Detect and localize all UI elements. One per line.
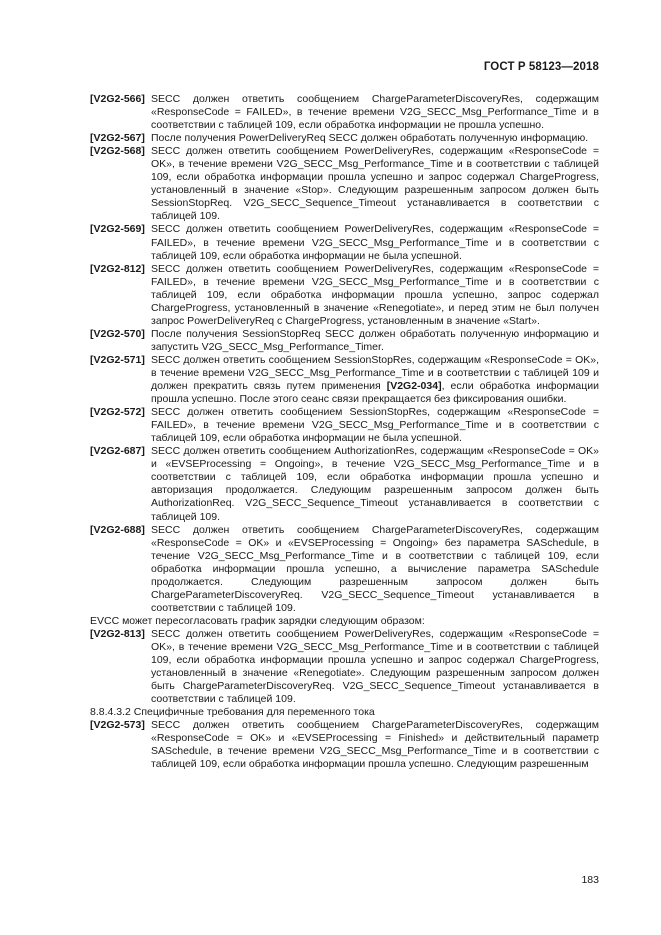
requirement-item: [90, 445, 599, 523]
requirement-text: После получения PowerDeliveryReq SECC должен обработать полученную информацию.: [151, 132, 589, 145]
requirement-text: SECC должен ответить сообщением ChargeParameterDiscoveryRes, содержащим «ResponseCode = OK» и «EVSEProcessing = Ongoing» без параметра SASchedule, в течение V2G_SECC_Msg_Performance_Time и в соответствии с таблицей 109, если обработка информации прошла успешно, а вычисление параметра SASchedule продолжается. Следующим разрешенным запросом должен быть ChargeParameterDiscoveryReq. V2G_SECC_Sequence_Timeout устанавливается в соответствии с таблицей 109.: [151, 523, 599, 614]
requirement-item: [90, 719, 599, 771]
requirement-text: SECC должен ответить сообщением PowerDeliveryRes, содержащим «ResponseCode = OK», в течение времени V2G_SECC_Msg_Performance_Time и в соответствии с таблицей 109, если обработка информации прошла успешно и запрос содержал ChargeProgress, установленный в значение «Renegotiate». Следующим разрешенным запросом должен быть ChargeParameterDiscoveryReq. V2G_SECC_Sequence_Timeout устанавливается в соответствии с таблицей 109.: [151, 627, 599, 706]
paragraph-text: EVCC может пересогласовать график зарядки следующим образом:: [90, 614, 425, 627]
requirement-text: После получения SessionStopReq SECC должен обработать полученную информацию и запустить V2G_SECC_Msg_Performance_Timer.: [151, 327, 599, 353]
requirement-id: [V2G2-688]: [90, 523, 145, 536]
requirement-item: [90, 628, 599, 706]
requirement-id: [V2G2-573]: [90, 719, 145, 732]
requirement-id: [V2G2-572]: [90, 406, 145, 419]
requirement-id: [V2G2-571]: [90, 353, 145, 366]
requirement-item: [90, 93, 599, 132]
requirement-text: SECC должен ответить сообщением SessionStopRes, содержащим «ResponseCode = FAILED», в течение времени V2G_SECC_Msg_Performance_Time и в соответствии с таблицей 109, если обработка информации не была успешной.: [151, 406, 599, 445]
requirement-text: SECC должен ответить сообщением PowerDeliveryRes, содержащим «ResponseCode = OK», в течение времени V2G_SECC_Msg_Performance_Time и в соответствии с таблицей 109, если обработка информации прошла успешно и запрос содержал ChargeProgress, установленный в значение «Stop». Следующим разрешенным запросом должен быть SessionStopReq. V2G_SECC_Sequence_Timeout устанавливается в соответствии с таблицей 109.: [151, 145, 599, 223]
requirement-id: [V2G2-566]: [90, 93, 145, 105]
requirement-item: [90, 354, 599, 406]
section-heading: 8.8.4.3.2 Специфичные требования для переменного тока: [90, 706, 375, 719]
requirement-item: [90, 132, 599, 145]
requirement-item: [90, 406, 599, 445]
requirement-text: SECC должен ответить сообщением ChargeParameterDiscoveryRes, содержащим «ResponseCode = OK» и «EVSEProcessing = Finished» и действительный параметр SASchedule, в течение времени V2G_SECC_Msg_Performance_Time и в соответствии с таблицей 109, если обработка информации прошла успешно. Следующим разрешенным: [151, 719, 599, 771]
requirement-text: SECC должен ответить сообщением AuthorizationRes, содержащим «ResponseCode = OK» и «EVSEProcessing = Ongoing», в течение V2G_SECC_Msg_Performance_Time и в соответствии с таблицей 109, если обработка информации прошла успешно и авторизация продолжается. Следующим разрешенным запросом должен быть AuthorizationReq. V2G_SECC_Sequence_Timeout устанавливается в соответствии с таблицей 109.: [151, 445, 599, 523]
requirement-text-part: SECC должен ответить сообщением SessionStopRes, содержащим «ResponseCode = OK», в течение времени V2G_SECC_Msg_Performance_Time и в соответствии с таблицей 109 и должен прекратить связь путем применения: [151, 353, 599, 393]
requirement-text: SECC должен ответить сообщением PowerDeliveryRes, содержащим «ResponseCode = FAILED», в течение времени V2G_SECC_Msg_Performance_Time и в соответствии с таблицей 109, если обработка информации прошла успешно, запрос содержал ChargeProgress, установленный в значение «Renegotiate», и перед этим не был получен запрос PowerDeliveryReq с ChargeProgress, установленным в значение «Start».: [151, 262, 599, 327]
requirement-id: [V2G2-570]: [90, 327, 145, 340]
requirement-item: [90, 524, 599, 615]
requirement-id: [V2G2-812]: [90, 262, 145, 275]
requirement-id: [V2G2-569]: [90, 223, 145, 236]
requirements-group-d: [90, 719, 599, 771]
requirement-id: [V2G2-568]: [90, 145, 145, 158]
requirement-item: [90, 328, 599, 354]
page-number: 183: [581, 874, 599, 886]
document-header: ГОСТ Р 58123—2018: [483, 61, 599, 73]
document-body: [90, 93, 599, 771]
requirements-group-b: [90, 406, 599, 615]
requirement-text: SECC должен ответить сообщением ChargeParameterDiscoveryRes, содержащим «ResponseCode = FAILED», в течение времени V2G_SECC_Msg_Performance_Time и в соответствии с таблицей 109, если обработка информации не прошла успешно.: [151, 93, 599, 132]
requirements-group-a: [90, 93, 599, 354]
requirement-text: SECC должен ответить сообщением PowerDeliveryRes, содержащим «ResponseCode = FAILED», в течение времени V2G_SECC_Msg_Performance_Time и в соответствии с таблицей 109, если обработка информации не была успешной.: [151, 223, 599, 262]
requirements-group-c: [90, 628, 599, 706]
requirement-item: [90, 263, 599, 328]
requirement-text: [151, 354, 599, 406]
requirement-item: [90, 223, 599, 262]
requirement-id: [V2G2-567]: [90, 132, 145, 145]
requirement-item: [90, 145, 599, 223]
requirement-reference: [V2G2-034]: [386, 380, 442, 393]
requirement-id: [V2G2-687]: [90, 445, 145, 458]
requirement-id: [V2G2-813]: [90, 627, 145, 640]
requirement-text-part: , если обработка информации прошла успешно. После этого сеанс связи прекращается без фиксирования ошибки.: [151, 380, 599, 406]
